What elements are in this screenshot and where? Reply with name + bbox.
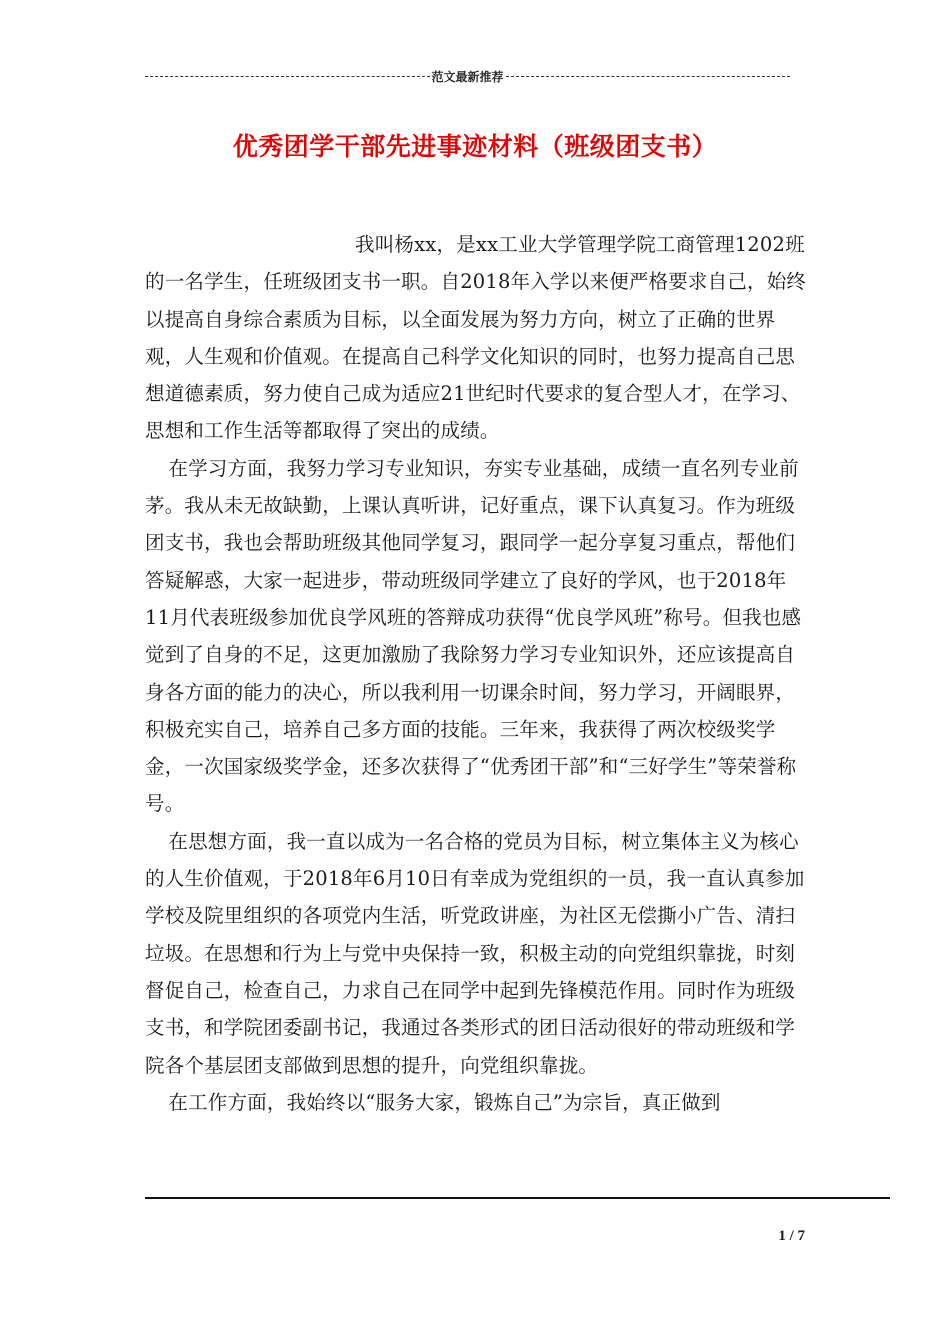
paragraph-intro: 我叫杨xx，是xx工业大学管理学院工商管理1202班的一名学生，任班级团支书一职。自2018年入学以来便严格要求自己，始终以提高自身综合素质为目标，以全面发展为努力方向，树立了正确的世界观，人生观和价值观。在提高自己科学文化知识的同时，也努力提高自己思想道德素质，努力使自己成为适应21世纪时代要求的复合型人才，在学习、思想和工作生活等都取得了突出的成绩。 xyxy=(145,233,807,443)
page-number: 1 / 7 xyxy=(778,1228,805,1244)
header-dash-right xyxy=(506,76,791,77)
header-text: 范文最新推荐 xyxy=(431,69,504,84)
header-dash-left xyxy=(145,76,430,77)
document-title: 优秀团学干部先进事迹材料（班级团支书） xyxy=(232,132,718,161)
paragraph-thought: 在思想方面，我一直以成为一名合格的党员为目标，树立集体主义为核心的人生价值观，于2018年6月10日有幸成为党组织的一员，我一直认真参加学校及院里组织的各项党内生活，听党政讲座，为社区无偿撕小广告、清扫垃圾。在思想和行为上与党中央保持一致，积极主动的向党组织靠拢，时刻督促自己，检查自己，力求自己在同学中起到先锋模范作用。同时作为班级支书，和学院团委副书记，我通过各类形式的团日活动很好的带动班级和学院各个基层团支部做到思想的提升，向党组织靠拢。 xyxy=(145,829,805,1077)
paragraph-study: 在学习方面，我努力学习专业知识，夯实专业基础，成绩一直名列专业前茅。我从未无故缺勤，上课认真听讲，记好重点，课下认真复习。作为班级团支书，我也会帮助班级其他同学复习，跟同学一起分享复习重点，帮他们答疑解惑，大家一起进步，带动班级同学建立了良好的学风，也于2018年11月代表班级参加优良学风班的答辩成功获得“优良学风班”称号。但我也感觉到了自身的不足，这更加激励了我除努力学习专业知识外，还应该提高自身各方面的能力的决心，所以我利用一切课余时间，努力学习，开阔眼界，积极充实自己，培养自己多方面的技能。三年来，我获得了两次校级奖学金，一次国家级奖学金，还多次获得了“优秀团干部”和“三好学生”等荣誉称号。 xyxy=(145,456,802,816)
page-header xyxy=(145,66,790,86)
footer-rule xyxy=(145,1197,890,1199)
document-body xyxy=(145,226,810,1121)
paragraph-work: 在工作方面，我始终以“服务大家，锻炼自己”为宗旨，真正做到 xyxy=(168,1090,721,1114)
